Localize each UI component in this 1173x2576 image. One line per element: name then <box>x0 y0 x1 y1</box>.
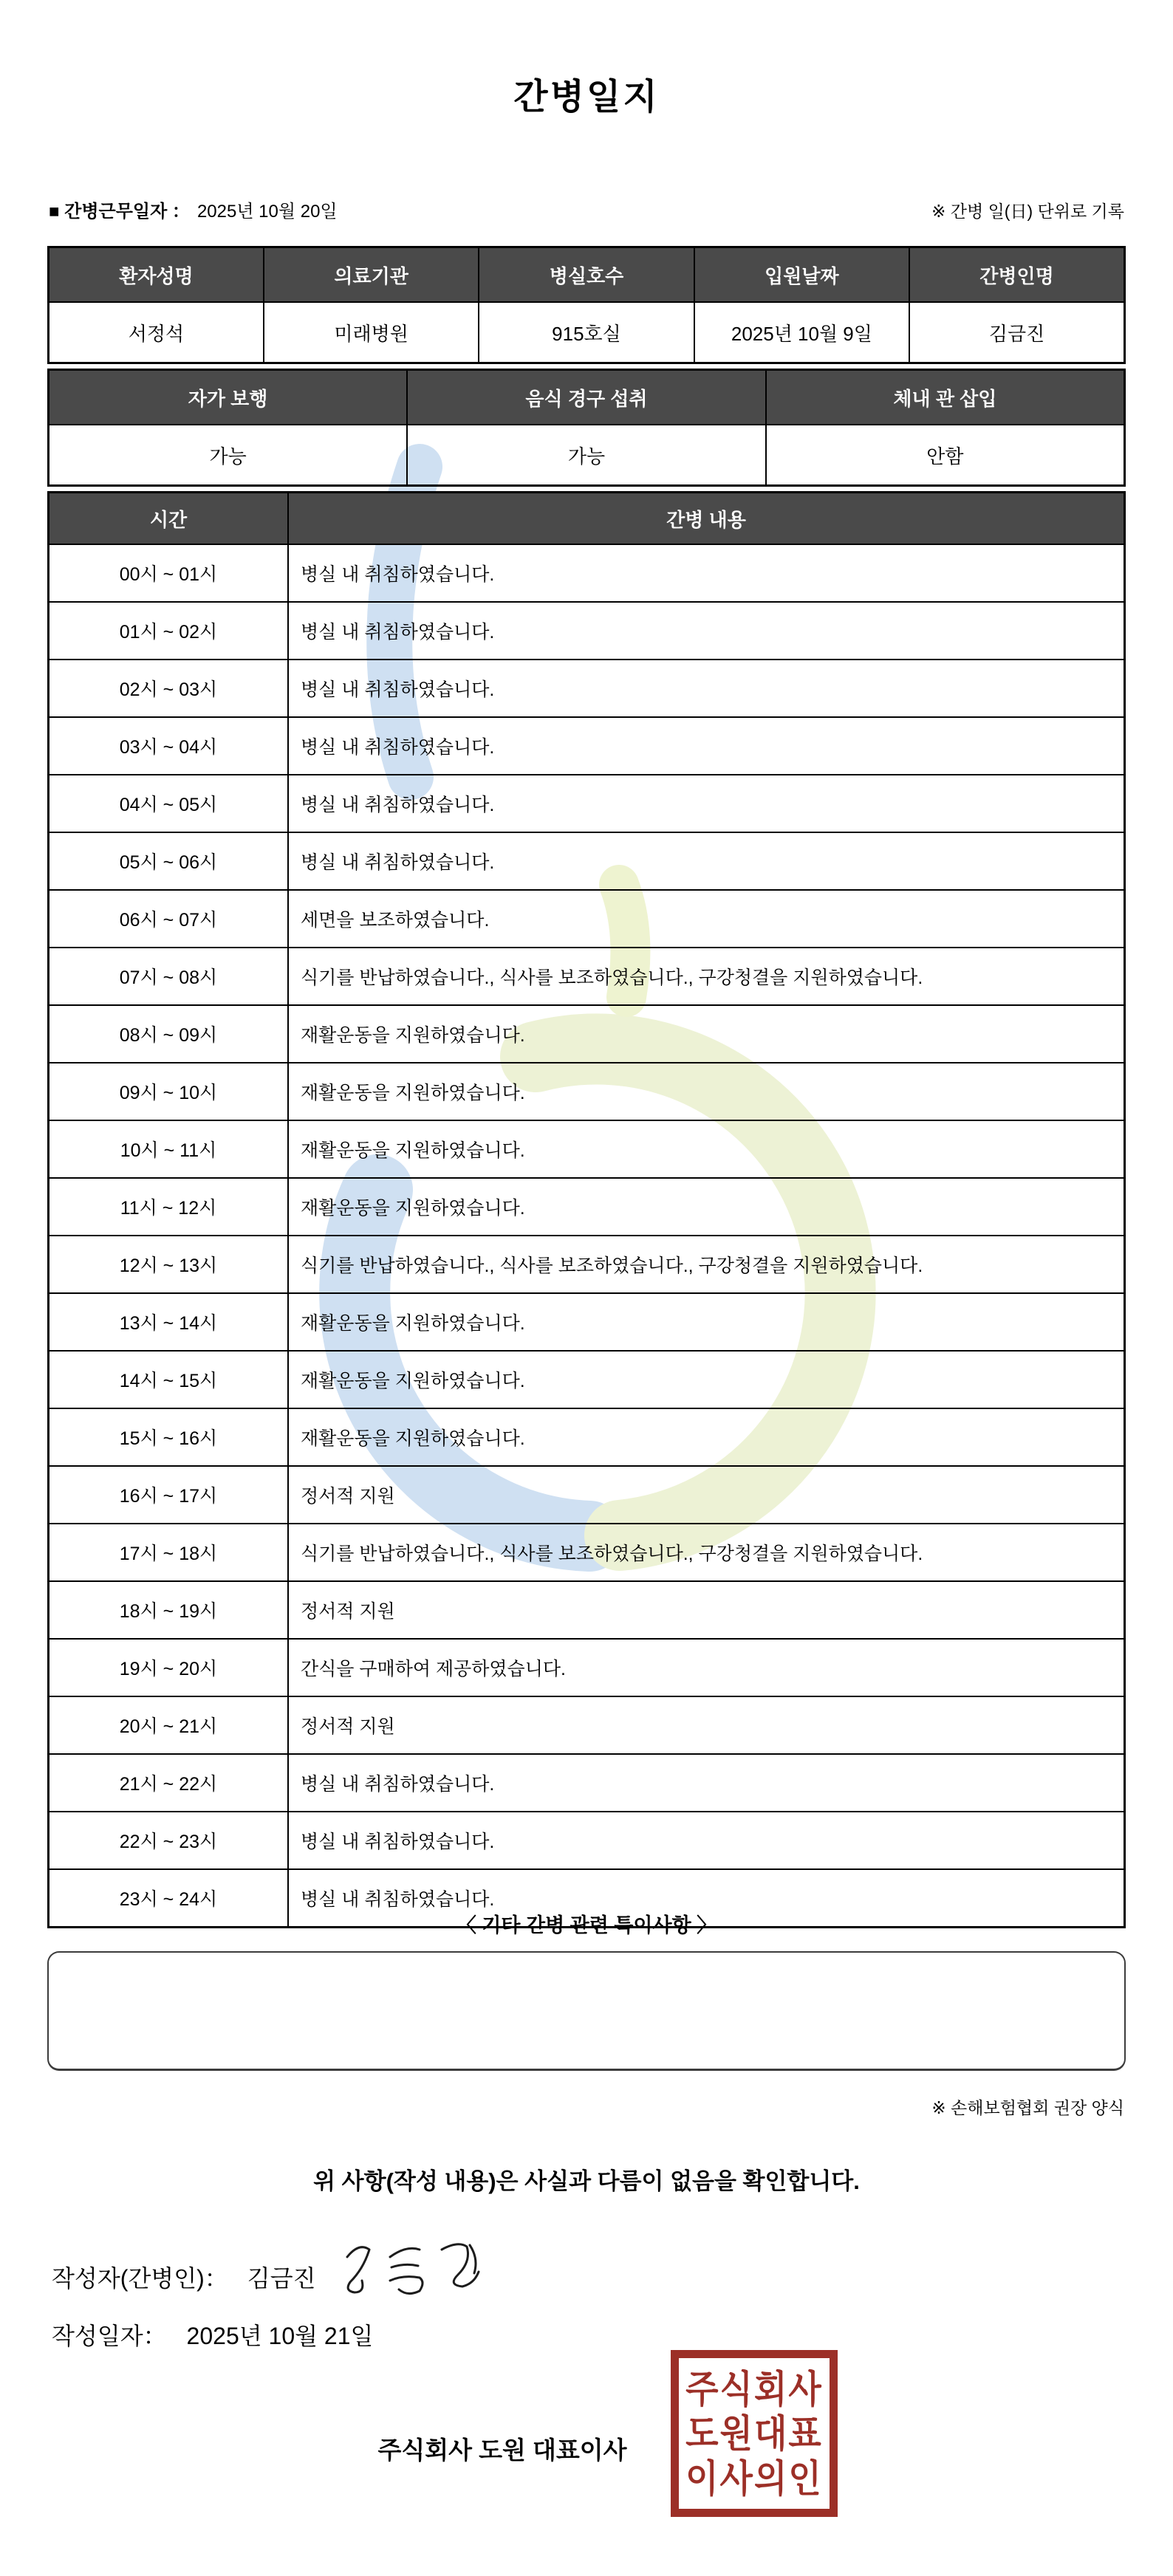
schedule-table <box>47 491 1126 1928</box>
schedule-time-header: 시간 <box>49 493 289 545</box>
work-date-value: 2025년 10월 20일 <box>196 202 338 222</box>
schedule-content-cell: 병실 내 취침하였습니다. <box>288 717 1125 775</box>
schedule-time-cell: 09시 ~ 10시 <box>49 1063 289 1120</box>
writer-line <box>52 2245 493 2308</box>
tables-area <box>47 246 1126 1933</box>
handwritten-signature <box>338 2238 493 2308</box>
patient-table-header-cell: 의료기관 <box>264 247 479 303</box>
schedule-row <box>49 717 1125 775</box>
schedule-content-cell: 재활운동을 지원하였습니다. <box>288 1351 1125 1408</box>
schedule-row <box>49 1581 1125 1639</box>
schedule-row <box>49 948 1125 1005</box>
schedule-content-header: 간병 내용 <box>288 493 1125 545</box>
schedule-content-cell: 병실 내 취침하였습니다. <box>288 660 1125 717</box>
schedule-row <box>49 775 1125 832</box>
schedule-row <box>49 1466 1125 1524</box>
confirmation-statement: 위 사항(작성 내용)은 사실과 다름이 없음을 확인합니다. <box>313 2168 860 2194</box>
schedule-time-cell: 03시 ~ 04시 <box>49 717 289 775</box>
work-date-line <box>49 196 338 222</box>
schedule-time-cell: 12시 ~ 13시 <box>49 1236 289 1293</box>
schedule-time-cell: 22시 ~ 23시 <box>49 1812 289 1869</box>
schedule-time-cell: 18시 ~ 19시 <box>49 1581 289 1639</box>
patient-info-table <box>47 246 1126 364</box>
schedule-content-cell: 재활운동을 지원하였습니다. <box>288 1293 1125 1351</box>
condition-table-header-cell: 자가 보행 <box>49 370 408 425</box>
schedule-content-cell: 병실 내 취침하였습니다. <box>288 832 1125 890</box>
condition-table-value-cell: 가능 <box>49 425 408 486</box>
schedule-content-cell: 식기를 반납하였습니다., 식사를 보조하였습니다., 구강청결을 지원하였습니다. <box>288 948 1125 1005</box>
writer-label: 작성자(간병인)： <box>52 2264 228 2292</box>
schedule-time-cell: 08시 ~ 09시 <box>49 1005 289 1063</box>
schedule-content-cell: 정서적 지원 <box>288 1581 1125 1639</box>
corporate-seal-stamp <box>671 2350 838 2517</box>
schedule-row <box>49 1236 1125 1293</box>
seal-text-line: 이사의인 <box>685 2456 823 2500</box>
schedule-content-cell: 정서적 지원 <box>288 1466 1125 1524</box>
schedule-row <box>49 1696 1125 1754</box>
schedule-row <box>49 1408 1125 1466</box>
notes-section-title: 〈 기타 간병 관련 특이사항 〉 <box>456 1914 717 1936</box>
schedule-time-cell: 10시 ~ 11시 <box>49 1120 289 1178</box>
schedule-content-cell: 재활운동을 지원하였습니다. <box>288 1120 1125 1178</box>
patient-table-value-cell: 2025년 10월 9일 <box>694 302 909 363</box>
schedule-row <box>49 1063 1125 1120</box>
patient-info-header-row <box>49 247 1125 303</box>
schedule-content-cell: 병실 내 취침하였습니다. <box>288 1869 1125 1928</box>
schedule-content-cell: 병실 내 취침하였습니다. <box>288 1812 1125 1869</box>
schedule-content-cell: 재활운동을 지원하였습니다. <box>288 1005 1125 1063</box>
schedule-content-cell: 세면을 보조하였습니다. <box>288 890 1125 948</box>
patient-info-value-row <box>49 302 1125 363</box>
schedule-time-cell: 19시 ~ 20시 <box>49 1639 289 1696</box>
schedule-row <box>49 1639 1125 1696</box>
company-name: 주식회사 도원 대표이사 <box>377 2436 627 2464</box>
schedule-time-cell: 05시 ~ 06시 <box>49 832 289 890</box>
schedule-content-cell: 병실 내 취침하였습니다. <box>288 775 1125 832</box>
schedule-row <box>49 1005 1125 1063</box>
schedule-content-cell: 재활운동을 지원하였습니다. <box>288 1178 1125 1236</box>
schedule-time-cell: 04시 ~ 05시 <box>49 775 289 832</box>
schedule-time-cell: 07시 ~ 08시 <box>49 948 289 1005</box>
patient-table-header-cell: 환자성명 <box>49 247 264 303</box>
schedule-row <box>49 544 1125 602</box>
schedule-time-cell: 01시 ~ 02시 <box>49 602 289 660</box>
patient-table-header-cell: 간병인명 <box>909 247 1124 303</box>
patient-table-header-cell: 입원날짜 <box>694 247 909 303</box>
record-unit-note: ※ 간병 일(日) 단위로 기록 <box>931 202 1124 221</box>
meta-row <box>49 196 1124 222</box>
schedule-time-cell: 21시 ~ 22시 <box>49 1754 289 1812</box>
condition-value-row <box>49 425 1125 486</box>
schedule-content-cell: 병실 내 취침하였습니다. <box>288 602 1125 660</box>
condition-table <box>47 369 1126 487</box>
patient-table-header-cell: 병실호수 <box>479 247 694 303</box>
schedule-time-cell: 00시 ~ 01시 <box>49 544 289 602</box>
seal-text-line: 주식회사 <box>685 2367 823 2411</box>
schedule-time-cell: 02시 ~ 03시 <box>49 660 289 717</box>
notes-box <box>47 1951 1126 2071</box>
condition-table-value-cell: 안함 <box>766 425 1125 486</box>
condition-header-row <box>49 370 1125 425</box>
write-date-label: 작성일자： <box>52 2323 167 2349</box>
schedule-row <box>49 1524 1125 1581</box>
schedule-row <box>49 1351 1125 1408</box>
schedule-content-cell: 병실 내 취침하였습니다. <box>288 1754 1125 1812</box>
schedule-content-cell: 정서적 지원 <box>288 1696 1125 1754</box>
schedule-row <box>49 890 1125 948</box>
form-note: ※ 손해보험협회 권장 양식 <box>931 2098 1124 2117</box>
schedule-row <box>49 1120 1125 1178</box>
schedule-time-cell: 13시 ~ 14시 <box>49 1293 289 1351</box>
patient-table-value-cell: 미래병원 <box>264 302 479 363</box>
seal-text-line: 도원대표 <box>685 2411 823 2456</box>
write-date-value: 2025년 10월 21일 <box>186 2323 374 2349</box>
patient-table-value-cell: 김금진 <box>909 302 1124 363</box>
condition-table-header-cell: 체내 관 삽입 <box>766 370 1125 425</box>
writer-name: 김금진 <box>247 2264 316 2292</box>
patient-table-value-cell: 서정석 <box>49 302 264 363</box>
schedule-row <box>49 660 1125 717</box>
page-title: 간병일지 <box>513 78 660 117</box>
schedule-row <box>49 602 1125 660</box>
schedule-time-cell: 11시 ~ 12시 <box>49 1178 289 1236</box>
schedule-row <box>49 1812 1125 1869</box>
condition-table-header-cell: 음식 경구 섭취 <box>407 370 766 425</box>
schedule-time-cell: 17시 ~ 18시 <box>49 1524 289 1581</box>
schedule-header-row <box>49 493 1125 545</box>
schedule-content-cell: 간식을 구매하여 제공하였습니다. <box>288 1639 1125 1696</box>
schedule-row <box>49 1293 1125 1351</box>
schedule-content-cell: 식기를 반납하였습니다., 식사를 보조하였습니다., 구강청결을 지원하였습니다. <box>288 1524 1125 1581</box>
schedule-time-cell: 23시 ~ 24시 <box>49 1869 289 1928</box>
patient-table-value-cell: 915호실 <box>479 302 694 363</box>
schedule-content-cell: 병실 내 취침하였습니다. <box>288 544 1125 602</box>
schedule-time-cell: 16시 ~ 17시 <box>49 1466 289 1524</box>
schedule-row <box>49 1754 1125 1812</box>
schedule-time-cell: 15시 ~ 16시 <box>49 1408 289 1466</box>
date-line <box>52 2318 373 2351</box>
schedule-time-cell: 20시 ~ 21시 <box>49 1696 289 1754</box>
schedule-content-cell: 재활운동을 지원하였습니다. <box>288 1408 1125 1466</box>
schedule-time-cell: 06시 ~ 07시 <box>49 890 289 948</box>
schedule-row <box>49 832 1125 890</box>
schedule-row <box>49 1178 1125 1236</box>
schedule-time-cell: 14시 ~ 15시 <box>49 1351 289 1408</box>
schedule-content-cell: 식기를 반납하였습니다., 식사를 보조하였습니다., 구강청결을 지원하였습니다. <box>288 1236 1125 1293</box>
schedule-content-cell: 재활운동을 지원하였습니다. <box>288 1063 1125 1120</box>
condition-table-value-cell: 가능 <box>407 425 766 486</box>
work-date-label: ■ 간병근무일자 ： <box>49 202 190 222</box>
